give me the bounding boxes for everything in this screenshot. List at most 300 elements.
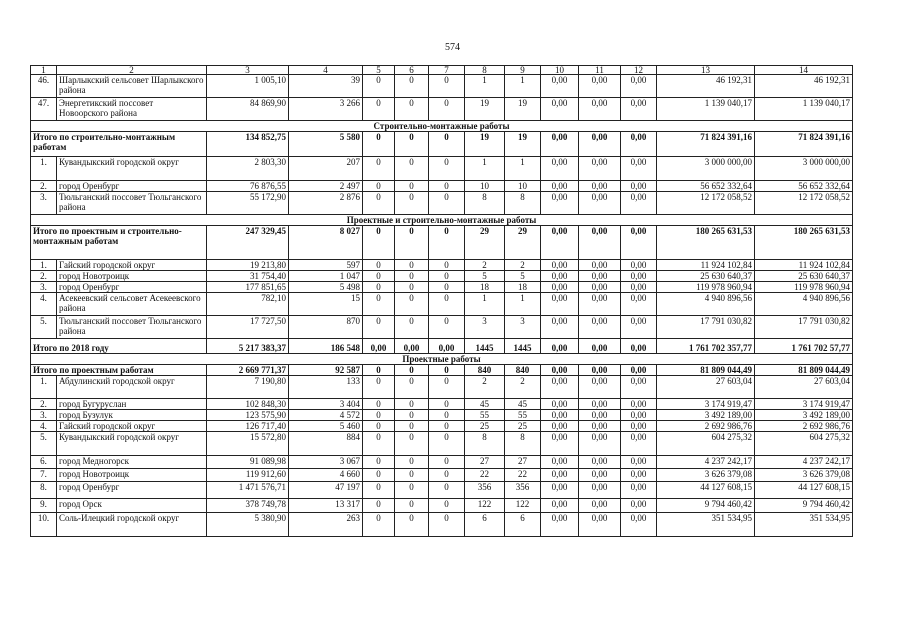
table-cell: 17 791 030,82 — [657, 316, 755, 339]
table-cell: 1 471 576,71 — [207, 482, 289, 499]
table-cell: 3 492 189,00 — [755, 410, 853, 421]
table-cell: 1 — [465, 75, 505, 98]
row-number: 5. — [31, 316, 57, 339]
table-cell: 6 — [505, 513, 541, 537]
table-cell: 0 — [429, 365, 465, 376]
page-number: 574 — [445, 42, 460, 53]
section-title: Строительно-монтажные работы — [31, 121, 853, 132]
total-row — [31, 365, 853, 376]
table-cell: 0 — [429, 181, 465, 192]
table-cell: 0 — [429, 316, 465, 339]
total-label: Итого по проектным работам — [31, 365, 207, 376]
table-cell: 5 — [505, 271, 541, 282]
column-header: 8 — [465, 66, 505, 75]
table-cell: 1 — [465, 157, 505, 181]
table-cell: 8 — [465, 432, 505, 456]
total-row — [31, 339, 853, 354]
table-cell: 782,10 — [207, 293, 289, 316]
table-cell: 3 000 000,00 — [657, 157, 755, 181]
table-cell: 15 572,80 — [207, 432, 289, 456]
table-cell: 8 — [505, 192, 541, 215]
column-header: 9 — [505, 66, 541, 75]
table-cell: 0,00 — [621, 282, 657, 293]
table-cell: 55 — [465, 410, 505, 421]
table-cell: 0,00 — [621, 226, 657, 260]
table-cell: 0,00 — [621, 260, 657, 271]
municipality-name: город Оренбург — [57, 482, 207, 499]
table-cell: 56 652 332,64 — [657, 181, 755, 192]
table-cell: 0,00 — [579, 181, 621, 192]
row-number: 47. — [31, 98, 57, 121]
table-cell: 25 630 640,37 — [657, 271, 755, 282]
table-cell: 0,00 — [395, 339, 429, 354]
table-row — [31, 482, 853, 499]
table-cell: 3 626 379,08 — [657, 469, 755, 482]
table-cell: 0 — [395, 399, 429, 410]
table-cell: 0 — [363, 293, 395, 316]
table-cell: 356 — [465, 482, 505, 499]
table-cell: 0 — [395, 181, 429, 192]
table-cell: 3 — [465, 316, 505, 339]
municipality-name: город Бугуруслан — [57, 399, 207, 410]
table-cell: 351 534,95 — [657, 513, 755, 537]
table-cell: 1 — [505, 293, 541, 316]
table-cell: 0,00 — [621, 499, 657, 513]
column-header: 1 — [31, 66, 57, 75]
table-cell: 0 — [363, 432, 395, 456]
table-cell: 0,00 — [621, 432, 657, 456]
column-header: 11 — [579, 66, 621, 75]
table-cell: 0,00 — [579, 192, 621, 215]
table-cell: 356 — [505, 482, 541, 499]
table-cell: 0,00 — [541, 98, 579, 121]
table-cell: 2 876 — [289, 192, 363, 215]
row-number: 5. — [31, 432, 57, 456]
table-cell: 7 190,80 — [207, 376, 289, 399]
table-cell: 0,00 — [621, 192, 657, 215]
table-cell: 0 — [395, 226, 429, 260]
table-cell: 0,00 — [541, 260, 579, 271]
table-cell: 0,00 — [579, 432, 621, 456]
table-cell: 81 809 044,49 — [657, 365, 755, 376]
table-row — [31, 282, 853, 293]
table-cell: 1 — [465, 293, 505, 316]
column-header: 5 — [363, 66, 395, 75]
table-cell: 126 717,40 — [207, 421, 289, 432]
table-cell: 0 — [395, 432, 429, 456]
table-row — [31, 192, 853, 215]
table-cell: 0,00 — [579, 316, 621, 339]
table-cell: 4 237 242,17 — [755, 456, 853, 469]
column-header: 3 — [207, 66, 289, 75]
table-cell: 3 404 — [289, 399, 363, 410]
table-cell: 1 761 702 357,77 — [657, 339, 755, 354]
table-cell: 27 603,04 — [657, 376, 755, 399]
table-cell: 604 275,32 — [657, 432, 755, 456]
table-cell: 0,00 — [579, 499, 621, 513]
table-cell: 4 660 — [289, 469, 363, 482]
table-cell: 0 — [395, 75, 429, 98]
table-cell: 4 940 896,56 — [755, 293, 853, 316]
table-cell: 186 548 — [289, 339, 363, 354]
table-cell: 177 851,65 — [207, 282, 289, 293]
table-cell: 870 — [289, 316, 363, 339]
table-cell: 3 174 919,47 — [657, 399, 755, 410]
table-cell: 46 192,31 — [657, 75, 755, 98]
column-header: 10 — [541, 66, 579, 75]
table-cell: 46 192,31 — [755, 75, 853, 98]
total-row — [31, 226, 853, 260]
table-cell: 0 — [363, 181, 395, 192]
table-cell: 0 — [363, 376, 395, 399]
table-cell: 0,00 — [579, 365, 621, 376]
table-cell: 119 978 960,94 — [657, 282, 755, 293]
table-cell: 0,00 — [579, 456, 621, 469]
table-cell: 2 — [505, 376, 541, 399]
table-cell: 0 — [429, 421, 465, 432]
table-cell: 0 — [395, 499, 429, 513]
table-cell: 0,00 — [621, 399, 657, 410]
table-cell: 0,00 — [579, 410, 621, 421]
row-number: 2. — [31, 181, 57, 192]
table-cell: 0,00 — [579, 98, 621, 121]
table-cell: 0 — [395, 98, 429, 121]
municipality-name: Кувандыкский городской округ — [57, 157, 207, 181]
total-label: Итого по 2018 году — [31, 339, 207, 354]
table-cell: 9 794 460,42 — [657, 499, 755, 513]
table-cell: 0,00 — [621, 513, 657, 537]
municipality-name: город Орск — [57, 499, 207, 513]
table-cell: 0,00 — [621, 316, 657, 339]
table-cell: 0,00 — [579, 469, 621, 482]
section-title: Проектные и строительно-монтажные работы — [31, 215, 853, 226]
table-cell: 3 067 — [289, 456, 363, 469]
table-cell: 1445 — [505, 339, 541, 354]
municipality-name: Тюльганский поссовет Тюльганского района — [57, 192, 207, 215]
table-cell: 180 265 631,53 — [657, 226, 755, 260]
table-cell: 0 — [429, 260, 465, 271]
table-cell: 0,00 — [541, 376, 579, 399]
table-cell: 0 — [363, 410, 395, 421]
table-cell: 0,00 — [541, 75, 579, 98]
row-number: 46. — [31, 75, 57, 98]
table-cell: 71 824 391,16 — [657, 132, 755, 157]
row-number: 1. — [31, 260, 57, 271]
table-row — [31, 421, 853, 432]
section-row — [31, 215, 853, 226]
table-row — [31, 157, 853, 181]
table-cell: 31 754,40 — [207, 271, 289, 282]
table-cell: 0 — [429, 226, 465, 260]
table-cell: 92 587 — [289, 365, 363, 376]
table-cell: 3 266 — [289, 98, 363, 121]
total-row — [31, 132, 853, 157]
table-row — [31, 260, 853, 271]
table-cell: 0,00 — [579, 271, 621, 282]
table-row — [31, 271, 853, 282]
table-cell: 15 — [289, 293, 363, 316]
table-cell: 0 — [363, 482, 395, 499]
table-cell: 0 — [363, 260, 395, 271]
municipality-name: Энергетикский поссовет Новоорского района — [57, 98, 207, 121]
table-cell: 0 — [429, 132, 465, 157]
table-cell: 22 — [505, 469, 541, 482]
table-cell: 604 275,32 — [755, 432, 853, 456]
table-cell: 0,00 — [621, 469, 657, 482]
table-cell: 19 213,80 — [207, 260, 289, 271]
municipality-name: город Оренбург — [57, 181, 207, 192]
table-cell: 0 — [429, 410, 465, 421]
table-cell: 25 630 640,37 — [755, 271, 853, 282]
table-cell: 2 — [465, 376, 505, 399]
table-cell: 0,00 — [541, 456, 579, 469]
table-cell: 27 603,04 — [755, 376, 853, 399]
table-cell: 0 — [395, 469, 429, 482]
table-cell: 0 — [395, 271, 429, 282]
table-cell: 133 — [289, 376, 363, 399]
section-row — [31, 121, 853, 132]
table-cell: 3 — [505, 316, 541, 339]
table-cell: 5 460 — [289, 421, 363, 432]
table-cell: 0,00 — [621, 376, 657, 399]
table-cell: 0 — [363, 469, 395, 482]
municipality-name: Соль-Илецкий городской округ — [57, 513, 207, 537]
table-cell: 81 809 044,49 — [755, 365, 853, 376]
table-cell: 0,00 — [541, 181, 579, 192]
row-number: 1. — [31, 157, 57, 181]
section-title: Проектные работы — [31, 354, 853, 365]
table-cell: 10 — [505, 181, 541, 192]
table-cell: 0 — [429, 271, 465, 282]
row-number: 7. — [31, 469, 57, 482]
table-cell: 0 — [395, 293, 429, 316]
table-cell: 0,00 — [621, 98, 657, 121]
table-cell: 0 — [395, 157, 429, 181]
table-cell: 0 — [395, 132, 429, 157]
table-cell: 0,00 — [541, 513, 579, 537]
table-cell: 19 — [505, 98, 541, 121]
table-cell: 0 — [429, 293, 465, 316]
table-cell: 0,00 — [579, 513, 621, 537]
table-cell: 11 924 102,84 — [657, 260, 755, 271]
table-row — [31, 399, 853, 410]
table-cell: 0,00 — [579, 157, 621, 181]
table-cell: 0 — [363, 132, 395, 157]
table-cell: 25 — [465, 421, 505, 432]
table-cell: 0,00 — [541, 469, 579, 482]
table-cell: 1 — [505, 157, 541, 181]
municipality-name: город Новотроицк — [57, 469, 207, 482]
table-cell: 19 — [505, 132, 541, 157]
table-cell: 2 692 986,76 — [755, 421, 853, 432]
table-cell: 0 — [429, 75, 465, 98]
municipality-name: город Новотроицк — [57, 271, 207, 282]
table-row — [31, 410, 853, 421]
column-header: 14 — [755, 66, 853, 75]
table-row — [31, 432, 853, 456]
table-cell: 4 237 242,17 — [657, 456, 755, 469]
table-cell: 0,00 — [621, 482, 657, 499]
row-number: 3. — [31, 410, 57, 421]
table-cell: 0,00 — [541, 293, 579, 316]
table-cell: 0 — [429, 432, 465, 456]
table-cell: 0 — [429, 469, 465, 482]
table-cell: 0,00 — [541, 339, 579, 354]
table-cell: 122 — [465, 499, 505, 513]
row-number: 9. — [31, 499, 57, 513]
municipality-name: Гайский городской округ — [57, 421, 207, 432]
table-cell: 0 — [363, 499, 395, 513]
table-cell: 0,00 — [621, 75, 657, 98]
table-cell: 0,00 — [621, 456, 657, 469]
table-cell: 0,00 — [541, 421, 579, 432]
table-cell: 8 027 — [289, 226, 363, 260]
column-header: 7 — [429, 66, 465, 75]
table-cell: 0,00 — [541, 316, 579, 339]
table-cell: 180 265 631,53 — [755, 226, 853, 260]
table-cell: 0,00 — [541, 410, 579, 421]
table-cell: 0,00 — [621, 365, 657, 376]
table-cell: 1445 — [465, 339, 505, 354]
table-cell: 0,00 — [621, 271, 657, 282]
row-number: 8. — [31, 482, 57, 499]
table-cell: 2 692 986,76 — [657, 421, 755, 432]
table-header-row — [31, 66, 853, 75]
table-row — [31, 293, 853, 316]
table-cell: 44 127 608,15 — [755, 482, 853, 499]
table-cell: 2 — [505, 260, 541, 271]
table-row — [31, 181, 853, 192]
table-cell: 11 924 102,84 — [755, 260, 853, 271]
table-cell: 351 534,95 — [755, 513, 853, 537]
table-cell: 0 — [363, 421, 395, 432]
municipality-name: город Медногорск — [57, 456, 207, 469]
table-cell: 0 — [363, 192, 395, 215]
table-cell: 9 794 460,42 — [755, 499, 853, 513]
table-cell: 0 — [363, 226, 395, 260]
table-cell: 0 — [429, 482, 465, 499]
table-cell: 119 978 960,94 — [755, 282, 853, 293]
table-cell: 17 727,50 — [207, 316, 289, 339]
table-cell: 1 — [505, 75, 541, 98]
table-cell: 0 — [429, 282, 465, 293]
row-number: 3. — [31, 282, 57, 293]
table-cell: 0 — [363, 282, 395, 293]
table-cell: 0,00 — [579, 132, 621, 157]
table-row — [31, 513, 853, 537]
municipality-name: Абдулинский городской округ — [57, 376, 207, 399]
table-cell: 5 — [465, 271, 505, 282]
table-row — [31, 499, 853, 513]
table-cell: 0 — [429, 499, 465, 513]
table-cell: 3 626 379,08 — [755, 469, 853, 482]
table-cell: 0 — [363, 271, 395, 282]
table-cell: 1 005,10 — [207, 75, 289, 98]
row-number: 2. — [31, 271, 57, 282]
table-cell: 3 000 000,00 — [755, 157, 853, 181]
table-cell: 29 — [465, 226, 505, 260]
table-cell: 0,00 — [579, 75, 621, 98]
table-cell: 0 — [395, 456, 429, 469]
table-cell: 0 — [363, 157, 395, 181]
row-number: 3. — [31, 192, 57, 215]
table-cell: 5 217 383,37 — [207, 339, 289, 354]
table-cell: 0,00 — [579, 226, 621, 260]
table-cell: 12 172 058,52 — [755, 192, 853, 215]
table-cell: 0 — [395, 365, 429, 376]
table-cell: 597 — [289, 260, 363, 271]
municipality-name: Тюльганский поссовет Тюльганского района — [57, 316, 207, 339]
table-cell: 0,00 — [621, 410, 657, 421]
section-row — [31, 354, 853, 365]
row-number: 4. — [31, 293, 57, 316]
table-cell: 1 047 — [289, 271, 363, 282]
row-number: 4. — [31, 421, 57, 432]
table-cell: 0 — [363, 316, 395, 339]
table-cell: 10 — [465, 181, 505, 192]
table-cell: 378 749,78 — [207, 499, 289, 513]
table-cell: 0,00 — [541, 192, 579, 215]
table-cell: 76 876,55 — [207, 181, 289, 192]
row-number: 1. — [31, 376, 57, 399]
table-cell: 0,00 — [579, 482, 621, 499]
table-cell: 0 — [395, 192, 429, 215]
table-cell: 0,00 — [541, 365, 579, 376]
table-cell: 45 — [505, 399, 541, 410]
table-cell: 0 — [395, 316, 429, 339]
table-cell: 0,00 — [579, 293, 621, 316]
table-cell: 884 — [289, 432, 363, 456]
table-cell: 55 172,90 — [207, 192, 289, 215]
table-cell: 0 — [395, 282, 429, 293]
table-cell: 1 139 040,17 — [657, 98, 755, 121]
municipality-name: город Бузулук — [57, 410, 207, 421]
table-row — [31, 456, 853, 469]
table-cell: 56 652 332,64 — [755, 181, 853, 192]
table-cell: 19 — [465, 98, 505, 121]
municipality-name: Асекеевский сельсовет Асекеевского района — [57, 293, 207, 316]
table-cell: 0,00 — [621, 132, 657, 157]
table-cell: 0 — [363, 365, 395, 376]
table-cell: 0,00 — [363, 339, 395, 354]
table-cell: 0 — [429, 456, 465, 469]
table-cell: 0,00 — [541, 157, 579, 181]
table-cell: 0,00 — [579, 339, 621, 354]
table-cell: 123 575,90 — [207, 410, 289, 421]
municipality-name: Кувандыкский городской округ — [57, 432, 207, 456]
table-cell: 19 — [465, 132, 505, 157]
table-cell: 47 197 — [289, 482, 363, 499]
table-cell: 27 — [465, 456, 505, 469]
table-cell: 0,00 — [541, 132, 579, 157]
table-cell: 122 — [505, 499, 541, 513]
table-cell: 25 — [505, 421, 541, 432]
table-cell: 0,00 — [621, 157, 657, 181]
table-cell: 1 139 040,17 — [755, 98, 853, 121]
table-cell: 8 — [465, 192, 505, 215]
table-row — [31, 469, 853, 482]
table-cell: 0,00 — [579, 260, 621, 271]
table-cell: 0,00 — [429, 339, 465, 354]
table-cell: 0,00 — [541, 226, 579, 260]
table-cell: 0 — [429, 513, 465, 537]
table-cell: 0,00 — [621, 421, 657, 432]
table-cell: 0 — [395, 410, 429, 421]
table-cell: 0 — [395, 260, 429, 271]
table-row — [31, 316, 853, 339]
municipality-name: Гайский городской округ — [57, 260, 207, 271]
table-cell: 0,00 — [541, 499, 579, 513]
